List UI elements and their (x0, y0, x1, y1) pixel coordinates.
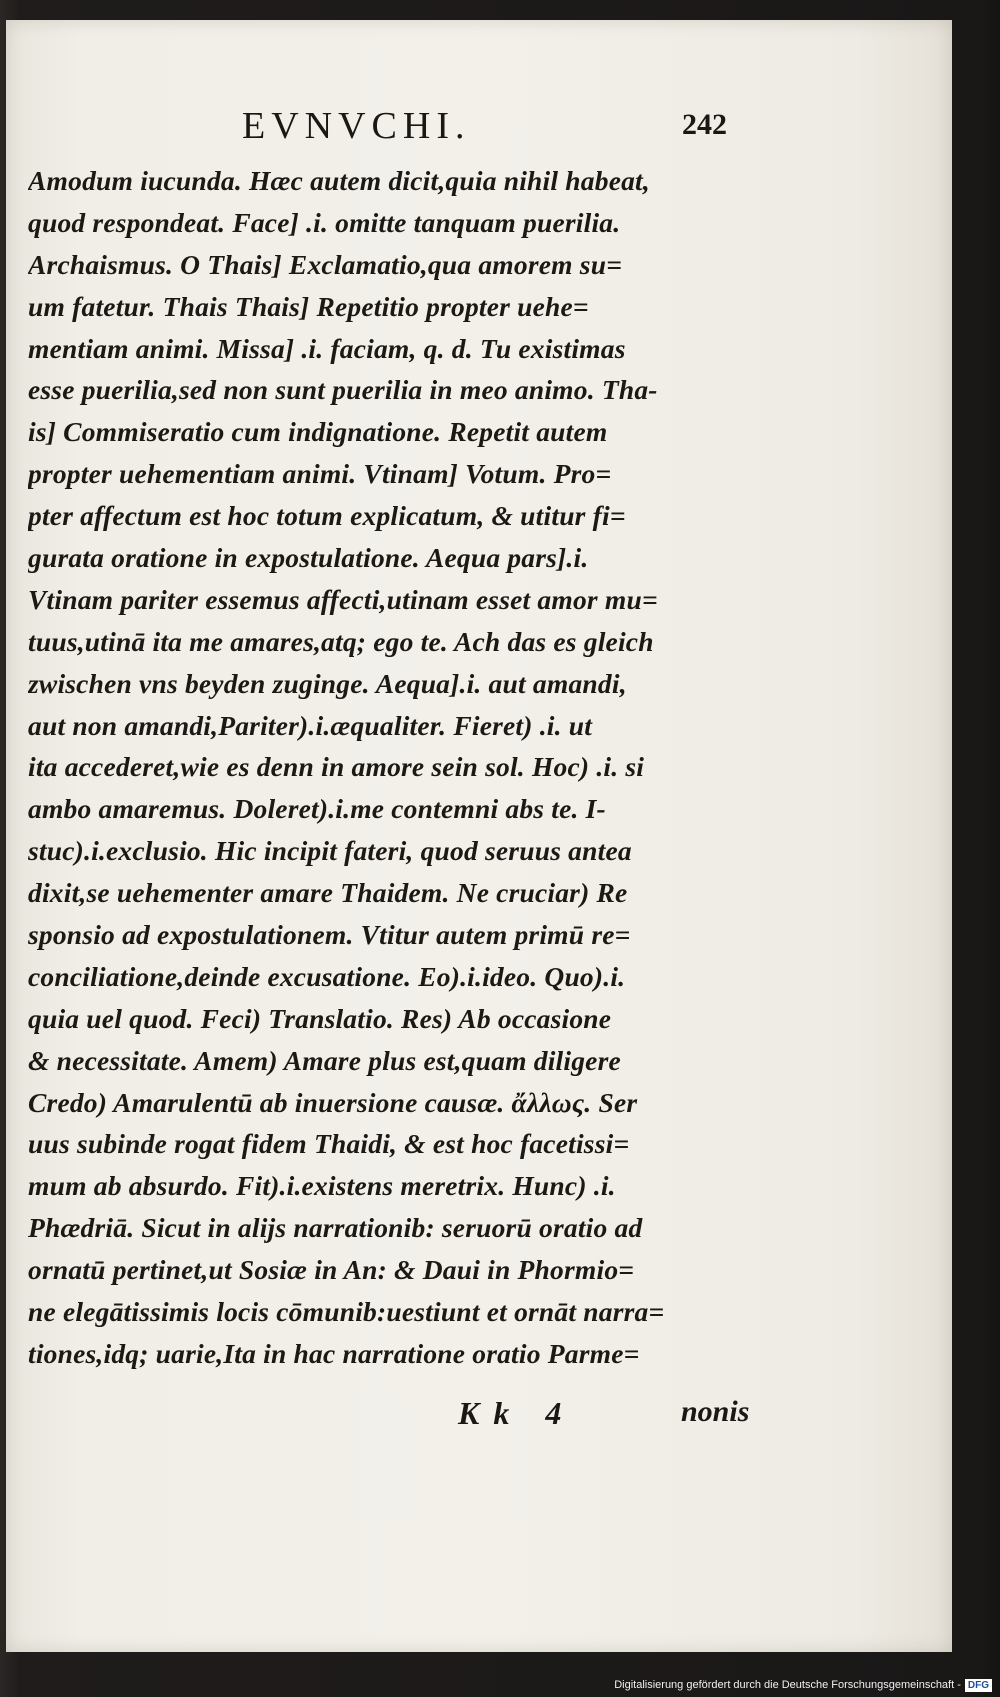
text-line: & necessitate. Amem) Amare plus est,quam diligere (28, 1044, 621, 1076)
digitization-credit (614, 1679, 992, 1692)
running-title: EVNVCHI. (242, 105, 471, 147)
text-line: ita accederet,wie es denn in amore sein sol. Hoc) .i. si (28, 751, 645, 783)
body-text (28, 160, 768, 1375)
text-line: is] Commiseratio cum indignatione. Repetit autem (28, 416, 608, 448)
text-line: zwischen vns beyden zuginge. Aequa].i. aut amandi, (28, 667, 627, 699)
text-line: ornatū pertinet,ut Sosiæ in An: & Daui in Phormio= (28, 1254, 635, 1286)
signature-mark: Kk 4 (458, 1395, 576, 1431)
text-line: um fatetur. Thais Thais] Repetitio propter uehe= (28, 290, 589, 322)
text-line: dixit,se uehementer amare Thaidem. Ne cruciar) Re (28, 877, 628, 909)
text-line: Amodum iucunda. Hæc autem dicit,quia nihil habeat, (28, 165, 650, 196)
text-line: aut non amandi,Pariter).i.æqualiter. Fieret) .i. ut (28, 709, 593, 741)
text-line: pter affectum est hoc totum explicatum, & utitur fi= (28, 500, 626, 532)
text-line: stuc).i.exclusio. Hic incipit fateri, quod seruus antea (28, 835, 632, 867)
text-line: Credo) Amarulentū ab inuersione causæ. ἄλλως. Ser (28, 1086, 638, 1118)
text-line: mentiam animi. Missa] .i. faciam, q. d. Tu existimas (28, 332, 626, 364)
text-line: conciliatione,deinde excusatione. Eo).i.ideo. Quo).i. (28, 960, 626, 992)
text-line: uus subinde rogat fidem Thaidi, & est hoc facetissi= (28, 1128, 630, 1160)
text-line: esse puerilia,sed non sunt puerilia in meo animo. Tha- (28, 374, 658, 406)
text-line: propter uehementiam animi. Vtinam] Votum. Pro= (28, 458, 612, 490)
text-line: Archaismus. O Thais] Exclamatio,qua amorem su= (28, 248, 623, 280)
text-line: Phædriā. Sicut in alijs narrationib: seruorū oratio ad (28, 1212, 643, 1244)
text-line: sponsio ad expostulationem. Vtitur autem primū re= (28, 919, 631, 951)
credit-text: Digitalisierung gefördert durch die Deutsche Forschungsgemeinschaft - (614, 1679, 961, 1691)
page-header (6, 104, 952, 164)
text-line: gurata oratione in expostulatione. Aequa pars].i. (28, 542, 589, 574)
text-line: ambo amaremus. Doleret).i.me contemni abs te. I- (28, 793, 606, 825)
text-line: Vtinam pariter essemus affecti,utinam esset amor mu= (28, 583, 658, 615)
text-line: tuus,utinā ita me amares,atq; ego te. Ach das es gleich (28, 625, 654, 657)
page-footer (6, 1395, 952, 1445)
catchword: nonis (681, 1395, 750, 1428)
text-line: mum ab absurdo. Fit).i.existens meretrix. Hunc) .i. (28, 1170, 616, 1202)
page-number: 242 (682, 108, 727, 141)
text-line: tiones,idq; uarie,Ita in hac narratione oratio Parme= (28, 1337, 640, 1369)
dfg-logo-badge: DFG (965, 1679, 992, 1692)
text-line: quia uel quod. Feci) Translatio. Res) Ab occasione (28, 1002, 612, 1034)
text-line: quod respondeat. Face] .i. omitte tanquam puerilia. (28, 206, 621, 238)
text-line: ne elegātissimis locis cōmunib:uestiunt et ornāt narra= (28, 1296, 665, 1328)
book-page (6, 20, 952, 1652)
